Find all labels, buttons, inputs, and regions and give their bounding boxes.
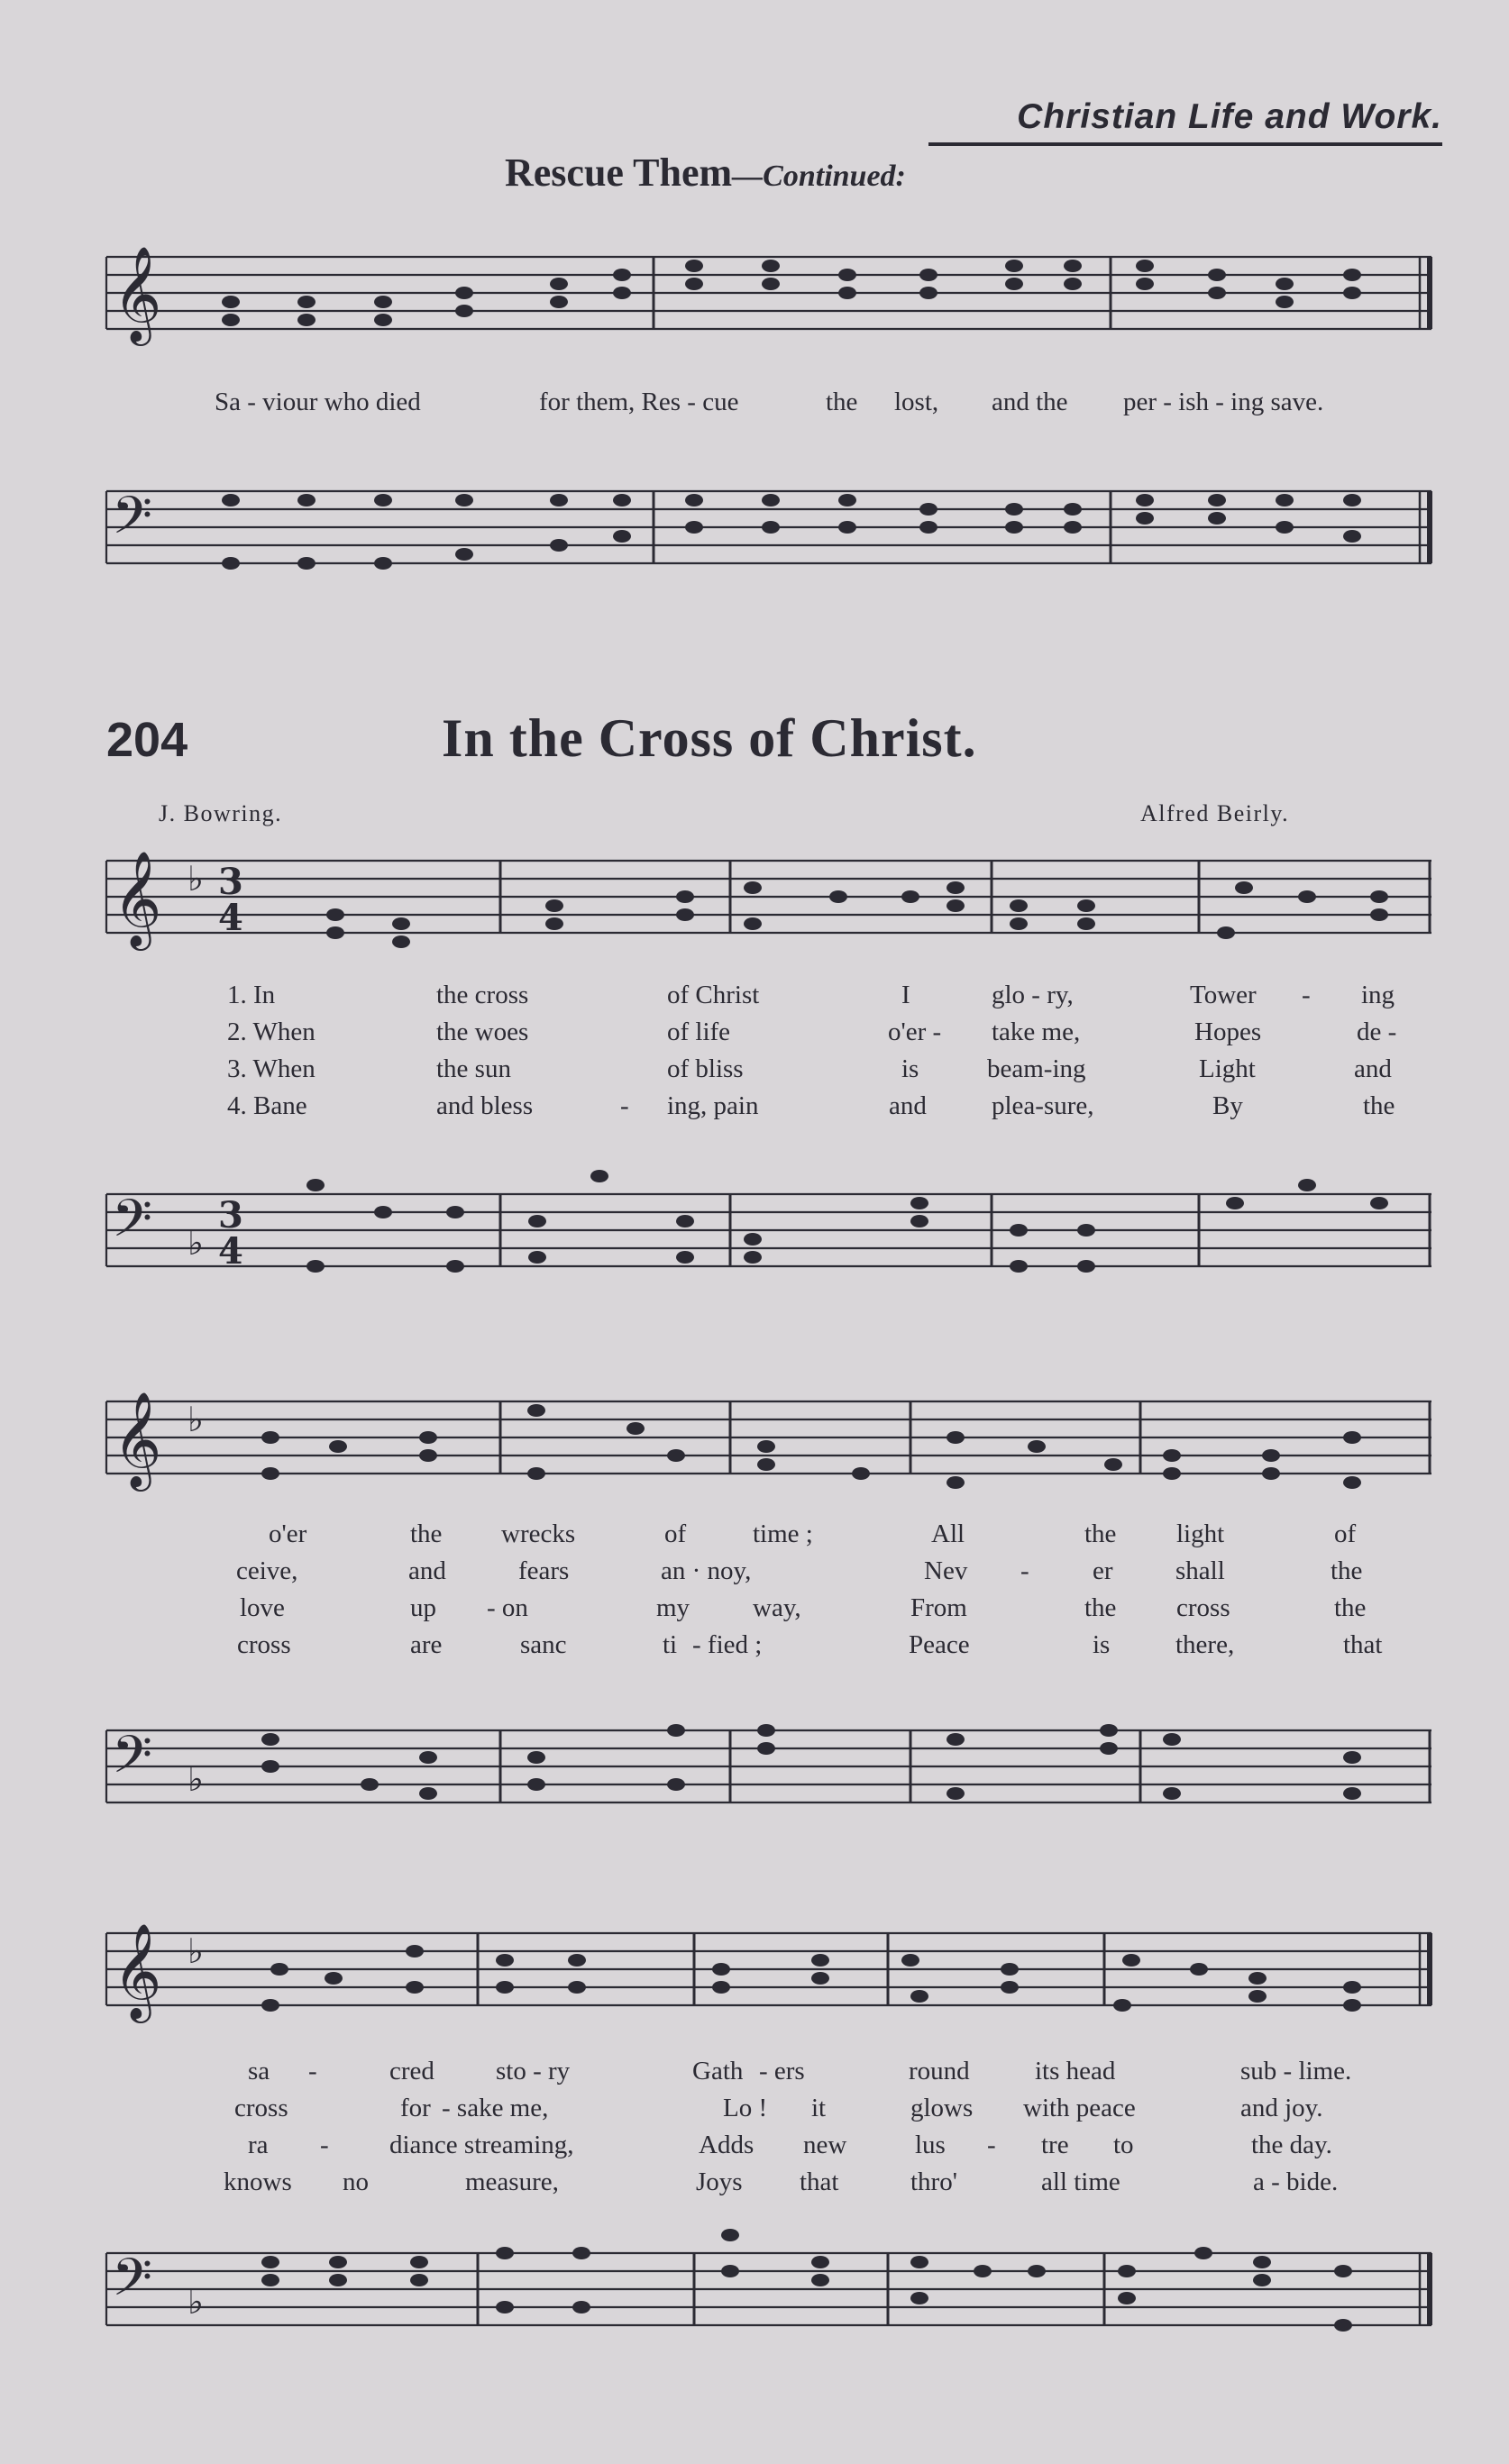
lyric-syllable: lost, (894, 388, 939, 416)
lyric-syllable: the sun (436, 1054, 511, 1083)
lyric-syllable: sub - lime. (1240, 2057, 1352, 2085)
author-credit: J. Bowring. (159, 800, 283, 826)
svg-text:𝄞: 𝄞 (113, 245, 162, 342)
lyric-syllable: the (1084, 1593, 1117, 1622)
lyric-syllable: is (901, 1054, 919, 1083)
lyric-syllable: it (811, 2094, 827, 2122)
lyric-syllable: Joys (696, 2167, 743, 2196)
lyric-syllable: time ; (753, 1519, 813, 1548)
continued-hymn-title (505, 150, 906, 196)
lyric-syllable: and the (992, 388, 1068, 416)
section-header: Christian Life and Work. (928, 97, 1442, 146)
lyric-syllable: ing (1361, 981, 1395, 1009)
system2-verse-2 (0, 1556, 1509, 1592)
lyric-syllable: the day. (1251, 2131, 1332, 2159)
lyric-syllable: the woes (436, 1018, 529, 1046)
svg-text:3: 3 (218, 861, 243, 903)
hymn-title: In the Cross of Christ. (442, 708, 977, 768)
lyric-syllable: o'er - (888, 1018, 942, 1046)
svg-text:♭: ♭ (187, 2282, 204, 2322)
lyric-syllable: Sa - viour who died (215, 388, 421, 416)
lyric-syllable: no (343, 2167, 369, 2196)
lyric-syllable: sanc (520, 1630, 567, 1659)
lyric-syllable: new (803, 2131, 847, 2159)
system2-verse-3 (0, 1593, 1509, 1629)
lyric-syllable: is (1093, 1630, 1111, 1659)
lyric-syllable: a - bide. (1253, 2167, 1339, 2196)
lyric-syllable: cred (389, 2057, 434, 2085)
svg-text:4: 4 (218, 1230, 243, 1273)
lyric-syllable: are (410, 1630, 443, 1659)
svg-text:♭: ♭ (187, 1759, 204, 1799)
lyric-syllable: the (1363, 1091, 1395, 1120)
lyric-syllable: and (408, 1556, 446, 1585)
system1-verse-2 (0, 1018, 1509, 1054)
svg-text:♭: ♭ (187, 1223, 204, 1263)
system3-treble-staff (0, 1902, 1509, 2028)
continued-lyric-line (0, 388, 1509, 424)
lyric-syllable: cross (1176, 1593, 1230, 1622)
system3-verse-2 (0, 2094, 1509, 2130)
lyric-syllable: Adds (699, 2131, 754, 2159)
lyric-syllable: thro' (910, 2167, 957, 2196)
svg-text:𝄢: 𝄢 (112, 2247, 153, 2321)
lyric-syllable: I (901, 981, 910, 1009)
lyric-syllable: an · noy, (661, 1556, 752, 1585)
lyric-syllable: and (889, 1091, 927, 1120)
lyric-syllable: - ers (759, 2057, 805, 2085)
lyric-syllable: to (1113, 2131, 1134, 2159)
lyric-syllable: All (931, 1519, 965, 1548)
lyric-syllable: Light (1199, 1054, 1256, 1083)
lyric-syllable: Hopes (1194, 1018, 1262, 1046)
lyric-syllable: knows (224, 2167, 292, 2196)
lyric-syllable: with peace (1023, 2094, 1136, 2122)
lyric-syllable: the (1084, 1519, 1117, 1548)
svg-text:𝄞: 𝄞 (113, 1922, 162, 2019)
lyric-syllable: of (1334, 1519, 1357, 1548)
svg-text:𝄞: 𝄞 (113, 850, 162, 946)
system1-verse-4 (0, 1091, 1509, 1127)
lyric-syllable: and (1354, 1054, 1392, 1083)
lyric-syllable: the cross (436, 981, 529, 1009)
lyric-syllable: sa (248, 2057, 270, 2085)
lyric-syllable: the (410, 1519, 443, 1548)
lyric-syllable: Peace (909, 1630, 970, 1659)
system1-treble-staff (0, 847, 1509, 964)
system2-verse-4 (0, 1630, 1509, 1666)
lyric-syllable: cross (237, 1630, 291, 1659)
lyric-syllable: de - (1357, 1018, 1397, 1046)
system3-verse-3 (0, 2131, 1509, 2167)
lyric-syllable: the (1331, 1556, 1363, 1585)
lyric-syllable: there, (1175, 1630, 1235, 1659)
lyric-syllable: for them, Res - cue (539, 388, 739, 416)
lyric-syllable: per - ish - ing save. (1123, 388, 1324, 416)
lyric-syllable: wrecks (501, 1519, 576, 1548)
lyric-syllable: love (240, 1593, 285, 1622)
lyric-syllable: Tower (1190, 981, 1257, 1009)
lyric-syllable: - (320, 2131, 329, 2159)
lyric-syllable: and joy. (1240, 2094, 1323, 2122)
lyric-syllable: and bless (436, 1091, 534, 1120)
lyric-syllable: fears (518, 1556, 570, 1585)
lyric-syllable: of bliss (667, 1054, 744, 1083)
lyric-syllable: - (1020, 1556, 1029, 1585)
system3-bass-staff (0, 2217, 1509, 2361)
continued-suffix: —Continued: (732, 160, 906, 193)
lyric-syllable: for (400, 2094, 431, 2122)
system1-verse-1 (0, 981, 1509, 1017)
lyric-syllable: - fied ; (692, 1630, 763, 1659)
lyric-syllable: of (664, 1519, 687, 1548)
lyric-syllable: the (826, 388, 858, 416)
lyric-syllable: that (1343, 1630, 1383, 1659)
system2-treble-staff (0, 1379, 1509, 1505)
lyric-syllable: - (1302, 981, 1311, 1009)
system3-verse-1 (0, 2057, 1509, 2093)
lyric-syllable: glo - ry, (992, 981, 1074, 1009)
svg-text:𝄞: 𝄞 (113, 1391, 162, 1487)
lyric-syllable: my (656, 1593, 690, 1622)
lyric-syllable: ti (663, 1630, 678, 1659)
lyric-syllable: of life (667, 1018, 731, 1046)
lyric-syllable: glows (910, 2094, 974, 2122)
lyric-syllable: By (1212, 1091, 1243, 1120)
lyric-syllable: the (1334, 1593, 1367, 1622)
lyric-syllable: that (800, 2167, 839, 2196)
svg-text:♭: ♭ (187, 1931, 204, 1971)
svg-text:4: 4 (218, 897, 243, 939)
svg-text:𝄢: 𝄢 (112, 485, 153, 559)
lyric-syllable: of Christ (667, 981, 760, 1009)
lyric-syllable: ra (248, 2131, 269, 2159)
lyric-syllable: - on (487, 1593, 528, 1622)
system3-verse-4 (0, 2167, 1509, 2204)
lyric-syllable: diance streaming, (389, 2131, 574, 2159)
lyric-syllable: up (410, 1593, 436, 1622)
lyric-syllable: all time (1041, 2167, 1120, 2196)
system1-bass-staff (0, 1163, 1509, 1298)
lyric-syllable: - sake me, (442, 2094, 549, 2122)
continued-title-text: Rescue Them (505, 151, 733, 195)
svg-text:𝄢: 𝄢 (112, 1724, 153, 1798)
svg-text:♭: ♭ (187, 859, 204, 899)
lyric-syllable: its head (1035, 2057, 1116, 2085)
svg-text:𝄢: 𝄢 (112, 1188, 153, 1262)
lyric-syllable: shall (1175, 1556, 1225, 1585)
lyric-syllable: - (987, 2131, 996, 2159)
system2-bass-staff (0, 1694, 1509, 1830)
lyric-syllable: Lo ! (723, 2094, 768, 2122)
lyric-syllable: cross (234, 2094, 288, 2122)
lyric-syllable: beam-ing (987, 1054, 1086, 1083)
continued-treble-staff (0, 239, 1509, 365)
lyric-syllable: plea-sure, (992, 1091, 1094, 1120)
composer-credit: Alfred Beirly. (1140, 800, 1290, 826)
lyric-syllable: measure, (465, 2167, 559, 2196)
lyric-syllable: way, (753, 1593, 801, 1622)
lyric-syllable: From (910, 1593, 967, 1622)
lyric-syllable: - (620, 1091, 629, 1120)
lyric-syllable: er (1093, 1556, 1113, 1585)
lyric-syllable: take me, (992, 1018, 1081, 1046)
lyric-syllable: 3. When (227, 1054, 316, 1083)
system1-verse-3 (0, 1054, 1509, 1091)
lyric-syllable: o'er (269, 1519, 307, 1548)
lyric-syllable: Nev (924, 1556, 968, 1585)
lyric-syllable: sto - ry (496, 2057, 571, 2085)
lyric-syllable: ceive, (236, 1556, 298, 1585)
lyric-syllable: light (1176, 1519, 1225, 1548)
lyric-syllable: 4. Bane (227, 1091, 307, 1120)
continued-bass-staff (0, 473, 1509, 617)
lyric-syllable: ing, pain (667, 1091, 759, 1120)
lyric-syllable: 2. When (227, 1018, 316, 1046)
hymn-number: 204 (106, 713, 188, 767)
lyric-syllable: lus (915, 2131, 946, 2159)
lyric-syllable: Gath (692, 2057, 744, 2085)
lyric-syllable: 1. In (227, 981, 276, 1009)
svg-text:♭: ♭ (187, 1400, 204, 1439)
lyric-syllable: tre (1041, 2131, 1069, 2159)
system2-verse-1 (0, 1519, 1509, 1556)
svg-text:3: 3 (218, 1194, 243, 1237)
lyric-syllable: - (308, 2057, 317, 2085)
lyric-syllable: round (909, 2057, 970, 2085)
